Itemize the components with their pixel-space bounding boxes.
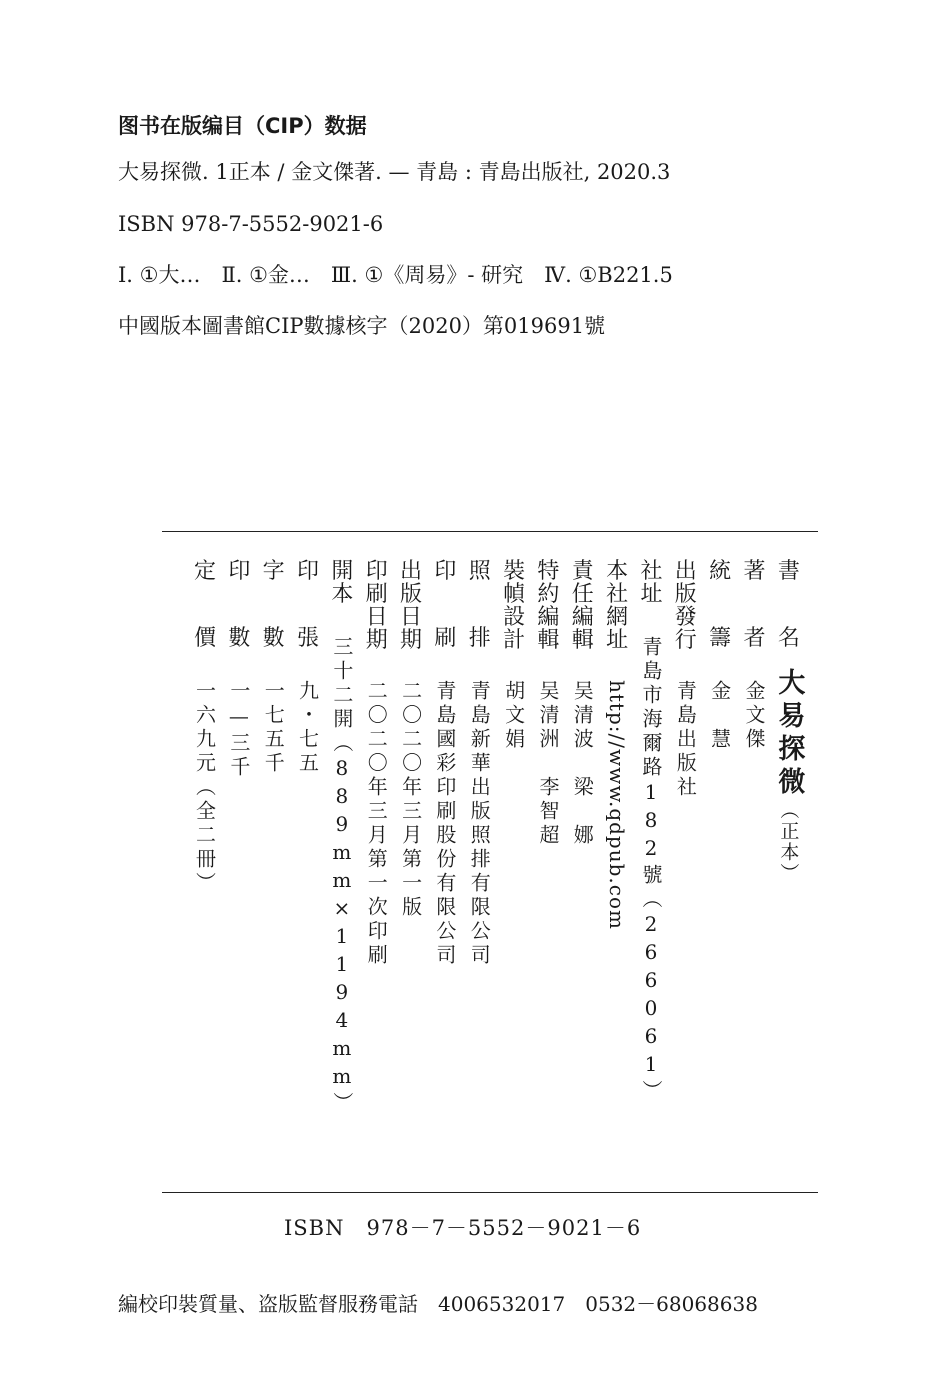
- field-value: 青島新華出版照排有限公司: [467, 680, 492, 968]
- field-label: 責 任 編 輯: [571, 559, 594, 654]
- colophon-column: [259, 560, 289, 1020]
- colophon-column: [499, 560, 529, 1020]
- field-value: 吴清洲 李智超: [535, 680, 560, 848]
- colophon-column: [430, 560, 460, 1020]
- colophon-column: [705, 560, 735, 1020]
- field-label: 統 籌: [709, 559, 732, 651]
- field-label: 字 數: [262, 559, 285, 651]
- field-value: 青島國彩印刷股份有限公司: [432, 680, 457, 968]
- field-value: 九・七五: [295, 680, 320, 776]
- colophon-column: [740, 560, 770, 1020]
- field-label: 出 版 發 行: [674, 559, 697, 654]
- field-value: 胡文娟: [501, 680, 526, 752]
- field-label: 裝 幀 設 計: [503, 559, 526, 654]
- colophon-column: [190, 560, 220, 1020]
- colophon-column: [465, 560, 495, 1020]
- top-divider: [162, 531, 818, 532]
- colophon-column: [327, 559, 357, 1117]
- field-value: 金文傑: [742, 680, 766, 752]
- field-label: 照 排: [468, 559, 491, 651]
- bottom-divider: [162, 1192, 818, 1193]
- field-value: 青島出版社: [673, 680, 698, 800]
- field-label: 印 刷: [434, 559, 457, 651]
- field-label: 開 本: [331, 559, 354, 608]
- colophon-column: [533, 560, 563, 1020]
- field-value: 三十二開（889mm×1194mm）: [329, 636, 354, 1117]
- field-label: 印 刷 日 期: [365, 559, 388, 654]
- book-title: 大易探微（正本）: [773, 668, 805, 884]
- cip-line-record-number: 中國版本圖書館CIP數據核字（2020）第019691號: [118, 314, 606, 338]
- field-value: 二〇二〇年三月第一版: [398, 680, 423, 920]
- field-label: 本 社 網 址: [606, 559, 629, 654]
- book-title-sub: （正本）: [777, 800, 800, 884]
- cip-line-isbn: ISBN 978-7-5552-9021-6: [118, 212, 384, 236]
- field-value: 青島市海爾路182號（266061）: [638, 636, 663, 1105]
- cip-line-title: 大易探微. 1正本 / 金文傑著. — 青島 : 青島出版社, 2020.3: [118, 160, 671, 184]
- hotline-number-1: 4006532017: [438, 1292, 566, 1316]
- field-value: 一六九元（全二冊）: [192, 680, 217, 896]
- colophon-table: [162, 559, 818, 1117]
- colophon-column: [602, 560, 632, 1020]
- field-value: 吴清波 梁 娜: [570, 680, 595, 848]
- colophon-column: [396, 560, 426, 1020]
- colophon-column: [293, 560, 323, 1020]
- field-value: 一—三千: [226, 680, 251, 780]
- field-label: 特 約 編 輯: [537, 559, 560, 654]
- field-value: http://www.qdpub.com: [605, 680, 630, 930]
- field-value: 金 慧: [707, 680, 732, 752]
- field-label: 印 張: [297, 559, 320, 651]
- hotline-number-2: 0532－68068638: [585, 1292, 758, 1316]
- colophon-column: [671, 560, 701, 1020]
- field-label: 出 版 日 期: [400, 559, 423, 654]
- colophon-title-column: [774, 560, 804, 1020]
- quality-hotline: [118, 1288, 758, 1317]
- isbn-barcode-text: ISBN 978－7－5552－9021－6: [284, 1216, 642, 1240]
- cip-line-classification: Ⅰ. ①大… Ⅱ. ①金… Ⅲ. ①《周易》- 研究 Ⅳ. ①B221.5: [118, 263, 673, 287]
- field-label: 書 名: [777, 559, 800, 651]
- colophon-column: [224, 560, 254, 1020]
- colophon-column: [568, 560, 598, 1020]
- field-label: 社 址: [640, 559, 663, 608]
- field-label: 定 價: [193, 559, 216, 651]
- field-label: 著 者: [743, 559, 766, 651]
- field-value: 一七五千: [261, 680, 286, 776]
- colophon-column: [636, 559, 666, 1105]
- field-label: 印 數: [228, 559, 251, 651]
- colophon-column: [362, 560, 392, 1020]
- hotline-label: 編校印裝質量、盗版監督服務電話: [118, 1292, 418, 1316]
- cip-heading: 图书在版编目（CIP）数据: [118, 114, 367, 138]
- field-value: 二〇二〇年三月第一次印刷: [364, 680, 389, 968]
